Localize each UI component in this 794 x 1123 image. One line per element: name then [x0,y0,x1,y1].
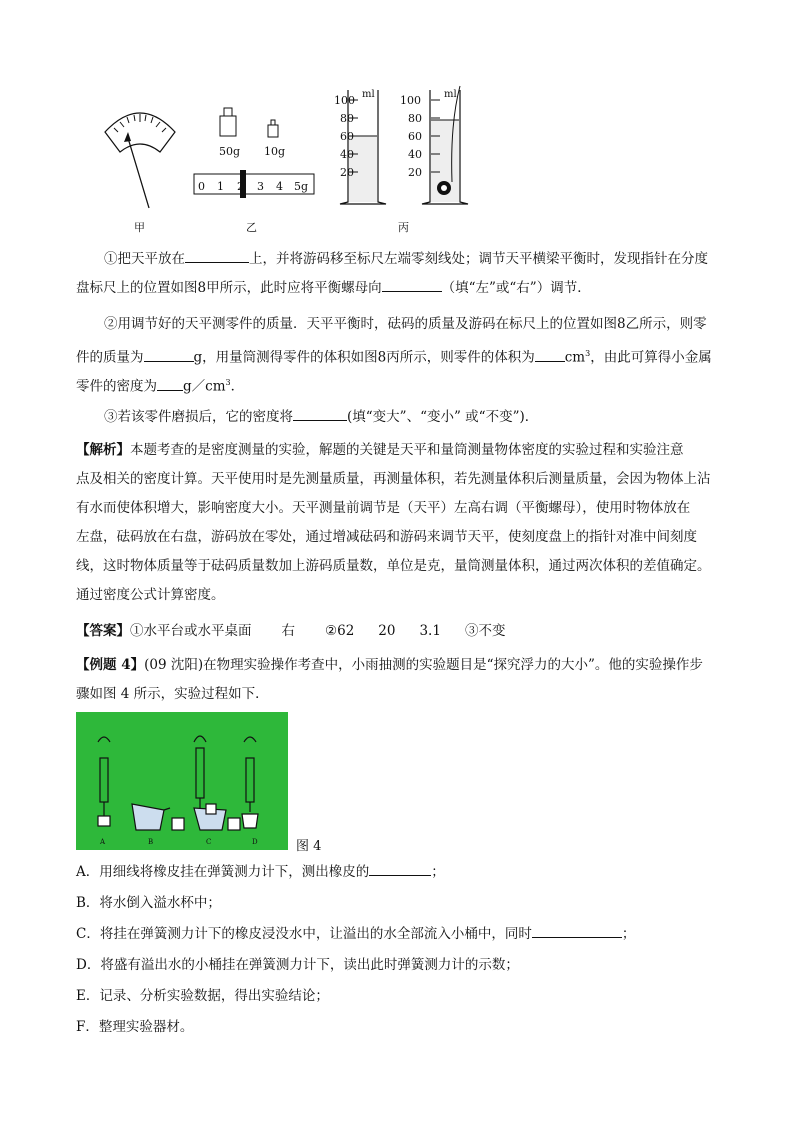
balance-dial [105,113,175,208]
answer-1: ①水平台或水平桌面 [130,623,252,639]
analysis-line-5: 线，这时物体质量等于砝码质量数加上游码质量数，单位是克，量筒测量体积，通过两次体积的差值确定。 [76,558,711,574]
answer-4: 20 [378,623,396,639]
fig4-letter-b: B [148,838,154,846]
analysis-line-2: 点及相关的密度计算。天平使用时是先测量质量，再测量体积，若先测量体积后测量质量，会因为物体上沾 [76,471,711,487]
figure-4-caption: 图 4 [296,839,322,854]
question-1 [76,245,722,274]
q1-text-a: ①把天平放在 [104,251,185,267]
q2-blank-1[interactable] [144,349,194,362]
q2-text-j: ． [230,378,245,395]
q1-text-b: 上，并将游码移至标尺左端零刻线处；调节天平横梁平衡时，发现指针在分度 [249,251,708,267]
analysis-line-1 [76,436,722,465]
answer-5: 3.1 [419,623,441,639]
q2-text-f: ，由此可算得小金属 [590,349,712,366]
step-f: F．整理实验器材。 [76,1019,194,1035]
weight-50g: 50g [219,145,241,158]
figure-4 [76,712,288,850]
example-4-text-a: (09 沈阳)在物理实验操作考查中，小雨抽测的实验题目是“探究浮力的大小”。他的实验操作步 [144,657,703,673]
q1-blank-2[interactable] [382,279,442,292]
analysis-line-6: 通过密度公式计算密度。 [76,587,225,603]
q2-text-a: ②用调节好的天平测零件的质量．天平平衡时，砝码的质量及游码在标尺上的位置如图8乙所示，则零 [104,316,707,332]
step-c-blank[interactable] [532,925,622,938]
q2-blank-3[interactable] [157,378,183,391]
figure-8 [100,84,480,244]
label-jia: 甲 [134,221,145,234]
cyl2-tick-60: 60 [408,130,422,143]
ruler-tick-0: 0 [198,180,205,193]
answer-6: ③不变 [464,623,506,639]
question-2-cont2 [76,368,722,402]
graduated-cylinder-right [422,86,468,204]
cyl2-tick-40: 40 [408,148,422,161]
q1-text-c: 盘标尺上的位置如图8甲所示，此时应将平衡螺母向 [76,280,382,296]
q2-text-g: 零件的密度为 [76,378,157,395]
analysis-line-3: 有水而使体积增大，影响密度大小。天平测量前调节是（天平）左高右调（平衡螺母），使用时物体放在 [76,500,691,516]
ruler-tick-2: 2 [237,180,244,193]
step-a-end: ； [431,864,445,880]
cyl2-tick-20: 20 [408,166,422,179]
q2-text-b: 件的质量为 [76,349,144,366]
fig4-letter-d: D [252,838,258,846]
weights [220,108,278,137]
cyl2-tick-80: 80 [408,112,422,125]
step-a-blank[interactable] [369,863,431,876]
question-3 [76,403,722,432]
q3-blank[interactable] [293,408,347,421]
q2-text-c: g，用量筒测得零件的体积如图8丙所示，则零件的体积为 [193,349,535,366]
q2-text-h: g／cm [183,378,226,395]
cyl1-tick-40: 40 [340,148,354,161]
label-yi: 乙 [246,221,257,234]
step-c-end: ； [621,926,636,942]
example-4-tag: 【例题 4】 [76,657,145,673]
analysis-text-0: 本题考查的是密度测量的实验，解题的关键是天平和量筒测量物体密度的实验过程和实验注意 [130,442,684,458]
q1-blank-1[interactable] [185,250,249,263]
cyl1-tick-100: 100 [334,94,355,107]
ruler-tick-1: 1 [217,180,224,193]
fig4-letter-a: A [100,838,106,846]
cyl1-unit: ml [362,89,375,100]
analysis-line-4: 左盘，砝码放在右盘，游码放在零处，通过增减砝码和游码来调节天平，使刻度盘上的指针对准中间刻度 [76,529,697,545]
step-d: D．将盛有溢出水的小桶挂在弹簧测力计下，读出此时弹簧测力计的示数； [76,957,519,973]
q2-sup-1: 3 [585,349,591,358]
label-bing: 丙 [398,221,409,234]
step-c [76,924,635,944]
cyl2-unit: ml [444,89,457,100]
ruler-tick-4: 4 [276,180,283,193]
answer-3: ②62 [325,623,355,639]
step-c-text: C．将挂在弹簧测力计下的橡皮浸没水中，让溢出的水全部流入小桶中，同时 [76,926,532,942]
step-e: E．记录、分析实验数据，得出实验结论； [76,988,329,1004]
q2-blank-2[interactable] [535,349,565,362]
step-a-text: A．用细线将橡皮挂在弹簧测力计下，测出橡皮的 [76,864,370,880]
q2-text-d: cm [564,349,586,366]
ruler-tick-3: 3 [257,180,264,193]
ruler-tick-5g: 5g [294,180,309,193]
question-2 [76,310,722,339]
q3-text-b: (填“变大”、“变小” 或“不变”)． [347,409,539,425]
question-1-cont [76,274,722,303]
graduated-cylinder-left [340,90,386,204]
q1-text-d: （填“左”或“右”）调节． [441,280,591,296]
step-b: B．将水倒入溢水杯中； [76,895,221,911]
analysis-tag: 【解析】 [76,442,130,458]
cyl1-tick-20: 20 [340,166,354,179]
answer-tag: 【答案】 [76,623,130,639]
step-a [76,862,445,882]
figure-4-illustration [76,712,288,850]
cyl1-tick-80: 80 [340,112,354,125]
example-4-line-2: 骤如图 4 所示，实验过程如下． [76,686,269,702]
example-4-line-1 [76,651,722,680]
cyl1-tick-60: 60 [340,130,354,143]
fig4-letter-c: C [206,838,212,846]
answer-2: 右 [281,623,295,639]
q3-text-a: ③若该零件磨损后，它的密度将 [104,409,293,425]
q2-sup-2: 3 [225,378,231,387]
answer-line [76,617,722,646]
cyl2-tick-100: 100 [400,94,421,107]
weight-10g: 10g [264,145,286,158]
